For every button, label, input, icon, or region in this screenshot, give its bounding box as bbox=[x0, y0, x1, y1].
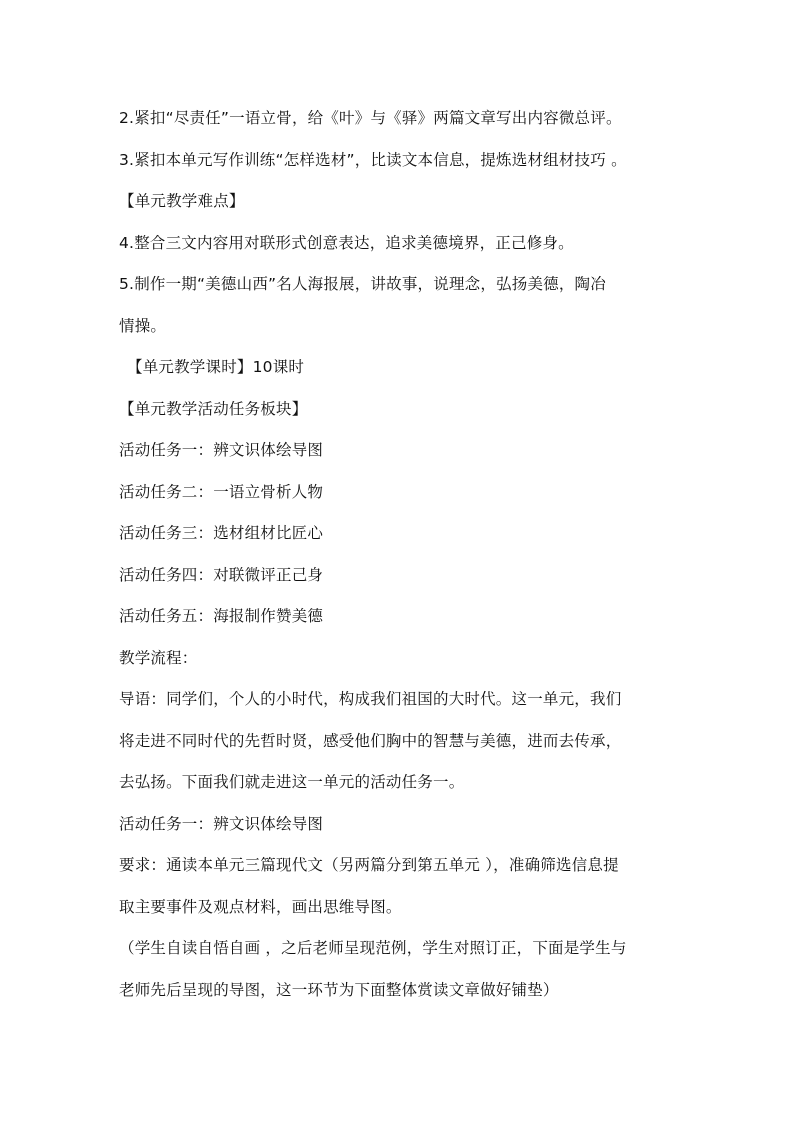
section-heading-difficulties: 【单元教学难点】 bbox=[119, 192, 245, 210]
section-heading-hours: 【单元教学课时】10课时 bbox=[127, 358, 305, 376]
intro-paragraph-line-3: 去弘扬。下面我们就走进这一单元的活动任务一。 bbox=[119, 773, 465, 791]
requirement-line-1: 要求：通读本单元三篇现代文（另两篇分到第五单元 ），准确筛选信息提 bbox=[119, 856, 619, 874]
note-line-1: （学生自读自悟自画 ，之后老师呈现范例，学生对照订正，下面是学生与 bbox=[119, 939, 627, 957]
task-item-2: 活动任务二：一语立骨析人物 bbox=[119, 483, 324, 501]
task-item-1: 活动任务一：辨文识体绘导图 bbox=[119, 441, 324, 459]
task-item-3: 活动任务三：选材组材比匠心 bbox=[119, 524, 324, 542]
note-line-2: 老师先后呈现的导图，这一环节为下面整体赏读文章做好铺垫） bbox=[119, 981, 559, 999]
goal-item-2: 2.紧扣“尽责任”一语立骨，给《叶》与《驿》两篇文章写出内容微总评。 bbox=[119, 109, 622, 127]
goal-item-3: 3.紧扣本单元写作训练“怎样选材”，比读文本信息，提炼选材组材技巧 。 bbox=[119, 151, 627, 169]
difficulty-item-5-cont: 情操。 bbox=[119, 317, 167, 335]
difficulty-item-4: 4.整合三文内容用对联形式创意表达，追求美德境界，正己修身。 bbox=[119, 234, 574, 252]
teaching-process-heading: 教学流程： bbox=[119, 649, 198, 667]
intro-paragraph-line-2: 将走进不同时代的先哲时贤，感受他们胸中的智慧与美德，进而去传承， bbox=[119, 732, 622, 750]
requirement-line-2: 取主要事件及观点材料，画出思维导图。 bbox=[119, 898, 402, 916]
task-item-4: 活动任务四：对联微评正己身 bbox=[119, 566, 324, 584]
section-heading-tasks: 【单元教学活动任务板块】 bbox=[119, 400, 308, 418]
activity-task-1-heading: 活动任务一：辨文识体绘导图 bbox=[119, 815, 324, 833]
task-item-5: 活动任务五：海报制作赞美德 bbox=[119, 607, 324, 625]
intro-paragraph-line-1: 导语：同学们，个人的小时代，构成我们祖国的大时代。这一单元，我们 bbox=[119, 690, 622, 708]
difficulty-item-5: 5.制作一期“美德山西”名人海报展，讲故事，说理念，弘扬美德，陶冶 bbox=[119, 275, 606, 293]
